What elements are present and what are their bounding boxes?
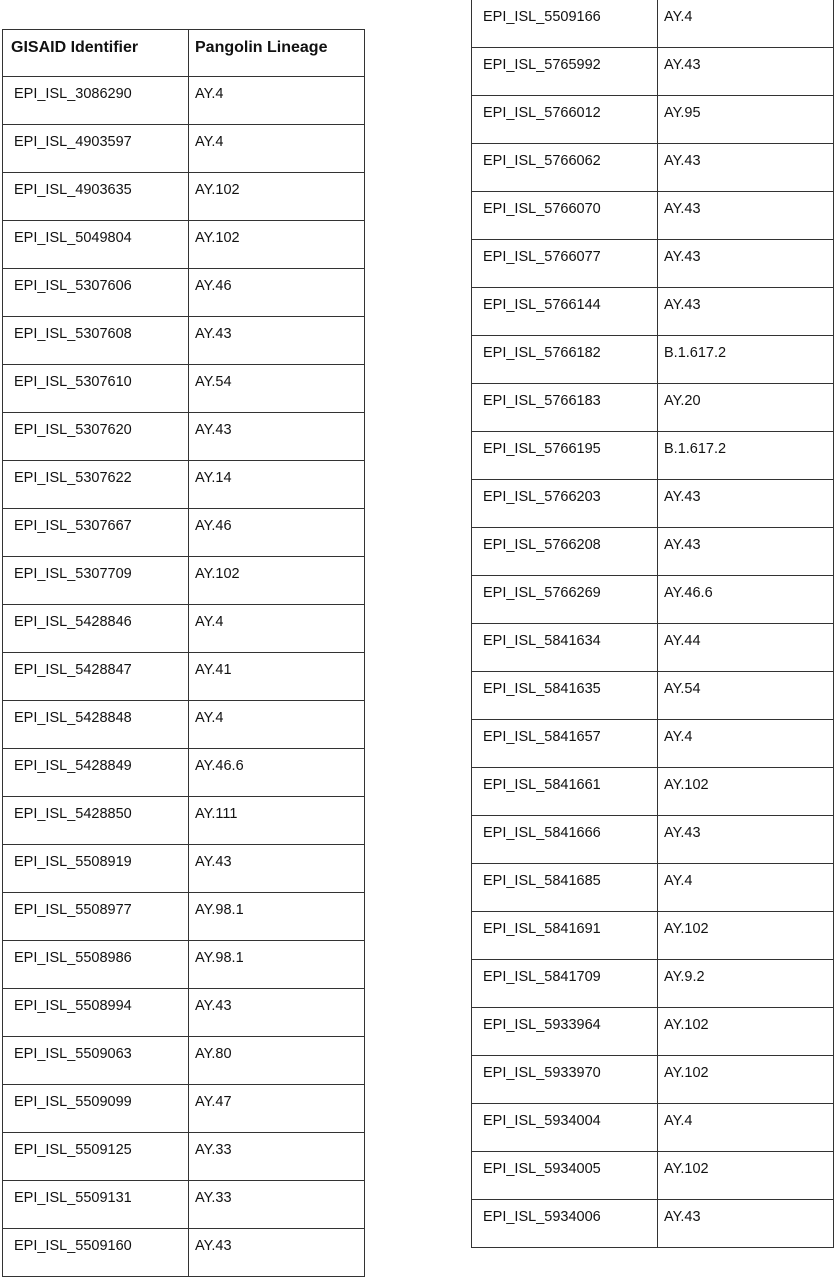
gisaid-identifier-cell: EPI_ISL_4903635 (3, 173, 189, 221)
pangolin-lineage-cell: AY.33 (189, 1133, 365, 1181)
pangolin-lineage-cell: AY.102 (189, 221, 365, 269)
gisaid-identifier-cell: EPI_ISL_5766077 (472, 240, 658, 288)
pangolin-lineage-cell: AY.80 (189, 1037, 365, 1085)
pangolin-lineage-cell: AY.102 (189, 173, 365, 221)
table-row (472, 1104, 834, 1152)
gisaid-identifier-cell: EPI_ISL_5766182 (472, 336, 658, 384)
pangolin-lineage-cell: AY.54 (189, 365, 365, 413)
gisaid-identifier-cell: EPI_ISL_5307667 (3, 509, 189, 557)
gisaid-identifier-cell: EPI_ISL_5509063 (3, 1037, 189, 1085)
gisaid-identifier-cell: EPI_ISL_5766070 (472, 192, 658, 240)
table-row (3, 797, 365, 845)
table-row (472, 816, 834, 864)
pangolin-lineage-cell: AY.111 (189, 797, 365, 845)
gisaid-identifier-cell: EPI_ISL_5307709 (3, 557, 189, 605)
table-row (472, 144, 834, 192)
table-row (472, 1152, 834, 1200)
lineage-table-left (2, 29, 365, 1277)
pangolin-lineage-cell: AY.43 (189, 413, 365, 461)
gisaid-identifier-cell: EPI_ISL_5049804 (3, 221, 189, 269)
table-row (3, 653, 365, 701)
table-row (3, 221, 365, 269)
pangolin-lineage-cell: AY.4 (189, 77, 365, 125)
pangolin-lineage-cell: B.1.617.2 (658, 336, 834, 384)
gisaid-identifier-cell: EPI_ISL_3086290 (3, 77, 189, 125)
pangolin-lineage-cell: AY.43 (658, 480, 834, 528)
pangolin-lineage-cell: AY.46.6 (189, 749, 365, 797)
pangolin-lineage-cell: AY.43 (189, 989, 365, 1037)
table-row (472, 48, 834, 96)
table-row (472, 1200, 834, 1248)
gisaid-identifier-cell: EPI_ISL_5841691 (472, 912, 658, 960)
pangolin-lineage-cell: AY.4 (658, 720, 834, 768)
gisaid-identifier-cell: EPI_ISL_5934004 (472, 1104, 658, 1152)
table-row (3, 317, 365, 365)
gisaid-identifier-cell: EPI_ISL_5307620 (3, 413, 189, 461)
gisaid-identifier-cell: EPI_ISL_5841657 (472, 720, 658, 768)
table-row (3, 557, 365, 605)
gisaid-identifier-cell: EPI_ISL_5766144 (472, 288, 658, 336)
pangolin-lineage-cell: B.1.617.2 (658, 432, 834, 480)
gisaid-identifier-cell: EPI_ISL_5509166 (472, 0, 658, 48)
table-row (3, 125, 365, 173)
table-row (472, 720, 834, 768)
table-row (3, 1229, 365, 1277)
pangolin-lineage-cell: AY.43 (658, 1200, 834, 1248)
gisaid-identifier-cell: EPI_ISL_5934005 (472, 1152, 658, 1200)
table-row (3, 1085, 365, 1133)
pangolin-lineage-cell: AY.14 (189, 461, 365, 509)
pangolin-lineage-cell: AY.4 (658, 1104, 834, 1152)
gisaid-identifier-cell: EPI_ISL_5508977 (3, 893, 189, 941)
gisaid-identifier-cell: EPI_ISL_5766203 (472, 480, 658, 528)
gisaid-identifier-cell: EPI_ISL_5841661 (472, 768, 658, 816)
table-row (472, 288, 834, 336)
pangolin-lineage-cell: AY.43 (658, 288, 834, 336)
gisaid-identifier-cell: EPI_ISL_5428846 (3, 605, 189, 653)
table-row (472, 864, 834, 912)
table-row (3, 509, 365, 557)
gisaid-identifier-cell: EPI_ISL_5508994 (3, 989, 189, 1037)
pangolin-lineage-cell: AY.44 (658, 624, 834, 672)
table-row (3, 893, 365, 941)
pangolin-lineage-cell: AY.4 (189, 125, 365, 173)
pangolin-lineage-cell: AY.102 (658, 768, 834, 816)
pangolin-lineage-cell: AY.4 (189, 701, 365, 749)
gisaid-identifier-cell: EPI_ISL_5509125 (3, 1133, 189, 1181)
table-row (3, 173, 365, 221)
gisaid-identifier-cell: EPI_ISL_5766183 (472, 384, 658, 432)
pangolin-lineage-cell: AY.43 (658, 192, 834, 240)
pangolin-lineage-cell: AY.102 (658, 1056, 834, 1104)
gisaid-identifier-cell: EPI_ISL_5766062 (472, 144, 658, 192)
table-row (3, 941, 365, 989)
gisaid-identifier-cell: EPI_ISL_5766195 (472, 432, 658, 480)
table-row (3, 989, 365, 1037)
table-row (472, 480, 834, 528)
gisaid-identifier-cell: EPI_ISL_4903597 (3, 125, 189, 173)
table-row (472, 0, 834, 48)
gisaid-identifier-cell: EPI_ISL_5841685 (472, 864, 658, 912)
table-row (3, 413, 365, 461)
table-row (472, 1008, 834, 1056)
table-row (472, 1056, 834, 1104)
table-row (472, 960, 834, 1008)
gisaid-identifier-cell: EPI_ISL_5841635 (472, 672, 658, 720)
table-row (472, 432, 834, 480)
pangolin-lineage-cell: AY.47 (189, 1085, 365, 1133)
gisaid-identifier-cell: EPI_ISL_5934006 (472, 1200, 658, 1248)
header-pangolin-lineage: Pangolin Lineage (189, 30, 365, 77)
pangolin-lineage-cell: AY.20 (658, 384, 834, 432)
pangolin-lineage-cell: AY.43 (658, 48, 834, 96)
table-row (472, 768, 834, 816)
gisaid-identifier-cell: EPI_ISL_5428849 (3, 749, 189, 797)
gisaid-identifier-cell: EPI_ISL_5766269 (472, 576, 658, 624)
pangolin-lineage-cell: AY.46.6 (658, 576, 834, 624)
pangolin-lineage-cell: AY.4 (189, 605, 365, 653)
gisaid-identifier-cell: EPI_ISL_5508986 (3, 941, 189, 989)
table-row (472, 576, 834, 624)
gisaid-identifier-cell: EPI_ISL_5307608 (3, 317, 189, 365)
gisaid-identifier-cell: EPI_ISL_5933964 (472, 1008, 658, 1056)
gisaid-identifier-cell: EPI_ISL_5509099 (3, 1085, 189, 1133)
table-header-row (3, 30, 365, 77)
table-row (472, 336, 834, 384)
pangolin-lineage-cell: AY.43 (189, 317, 365, 365)
gisaid-identifier-cell: EPI_ISL_5307606 (3, 269, 189, 317)
pangolin-lineage-cell: AY.41 (189, 653, 365, 701)
table-row (3, 605, 365, 653)
pangolin-lineage-cell: AY.43 (658, 240, 834, 288)
pangolin-lineage-cell: AY.9.2 (658, 960, 834, 1008)
table-row (3, 1037, 365, 1085)
table-row (3, 1181, 365, 1229)
pangolin-lineage-cell: AY.4 (658, 864, 834, 912)
pangolin-lineage-cell: AY.33 (189, 1181, 365, 1229)
pangolin-lineage-cell: AY.46 (189, 509, 365, 557)
gisaid-identifier-cell: EPI_ISL_5307610 (3, 365, 189, 413)
table-row (472, 192, 834, 240)
gisaid-identifier-cell: EPI_ISL_5841709 (472, 960, 658, 1008)
pangolin-lineage-cell: AY.4 (658, 0, 834, 48)
pangolin-lineage-cell: AY.43 (658, 816, 834, 864)
gisaid-identifier-cell: EPI_ISL_5765992 (472, 48, 658, 96)
table-row (3, 1133, 365, 1181)
table-row (3, 749, 365, 797)
table-row (472, 672, 834, 720)
gisaid-identifier-cell: EPI_ISL_5766208 (472, 528, 658, 576)
header-gisaid-identifier: GISAID Identifier (3, 30, 189, 77)
pangolin-lineage-cell: AY.102 (658, 1008, 834, 1056)
gisaid-identifier-cell: EPI_ISL_5508919 (3, 845, 189, 893)
pangolin-lineage-cell: AY.95 (658, 96, 834, 144)
table-row (472, 384, 834, 432)
table-row (3, 845, 365, 893)
pangolin-lineage-cell: AY.54 (658, 672, 834, 720)
table-row (3, 269, 365, 317)
table-row (3, 77, 365, 125)
table-row (3, 461, 365, 509)
pangolin-lineage-cell: AY.102 (658, 912, 834, 960)
pangolin-lineage-cell: AY.98.1 (189, 941, 365, 989)
lineage-table-right (471, 0, 834, 1248)
table-row (472, 528, 834, 576)
gisaid-identifier-cell: EPI_ISL_5428848 (3, 701, 189, 749)
pangolin-lineage-cell: AY.98.1 (189, 893, 365, 941)
table-row (3, 701, 365, 749)
table-row (472, 624, 834, 672)
pangolin-lineage-cell: AY.43 (658, 144, 834, 192)
pangolin-lineage-cell: AY.46 (189, 269, 365, 317)
gisaid-identifier-cell: EPI_ISL_5841666 (472, 816, 658, 864)
gisaid-identifier-cell: EPI_ISL_5428850 (3, 797, 189, 845)
table-row (3, 365, 365, 413)
gisaid-identifier-cell: EPI_ISL_5307622 (3, 461, 189, 509)
table-row (472, 912, 834, 960)
gisaid-identifier-cell: EPI_ISL_5841634 (472, 624, 658, 672)
gisaid-identifier-cell: EPI_ISL_5509160 (3, 1229, 189, 1277)
pangolin-lineage-cell: AY.102 (658, 1152, 834, 1200)
table-row (472, 96, 834, 144)
pangolin-lineage-cell: AY.102 (189, 557, 365, 605)
gisaid-identifier-cell: EPI_ISL_5933970 (472, 1056, 658, 1104)
gisaid-identifier-cell: EPI_ISL_5766012 (472, 96, 658, 144)
pangolin-lineage-cell: AY.43 (189, 1229, 365, 1277)
pangolin-lineage-cell: AY.43 (189, 845, 365, 893)
gisaid-identifier-cell: EPI_ISL_5509131 (3, 1181, 189, 1229)
pangolin-lineage-cell: AY.43 (658, 528, 834, 576)
gisaid-identifier-cell: EPI_ISL_5428847 (3, 653, 189, 701)
table-row (472, 240, 834, 288)
